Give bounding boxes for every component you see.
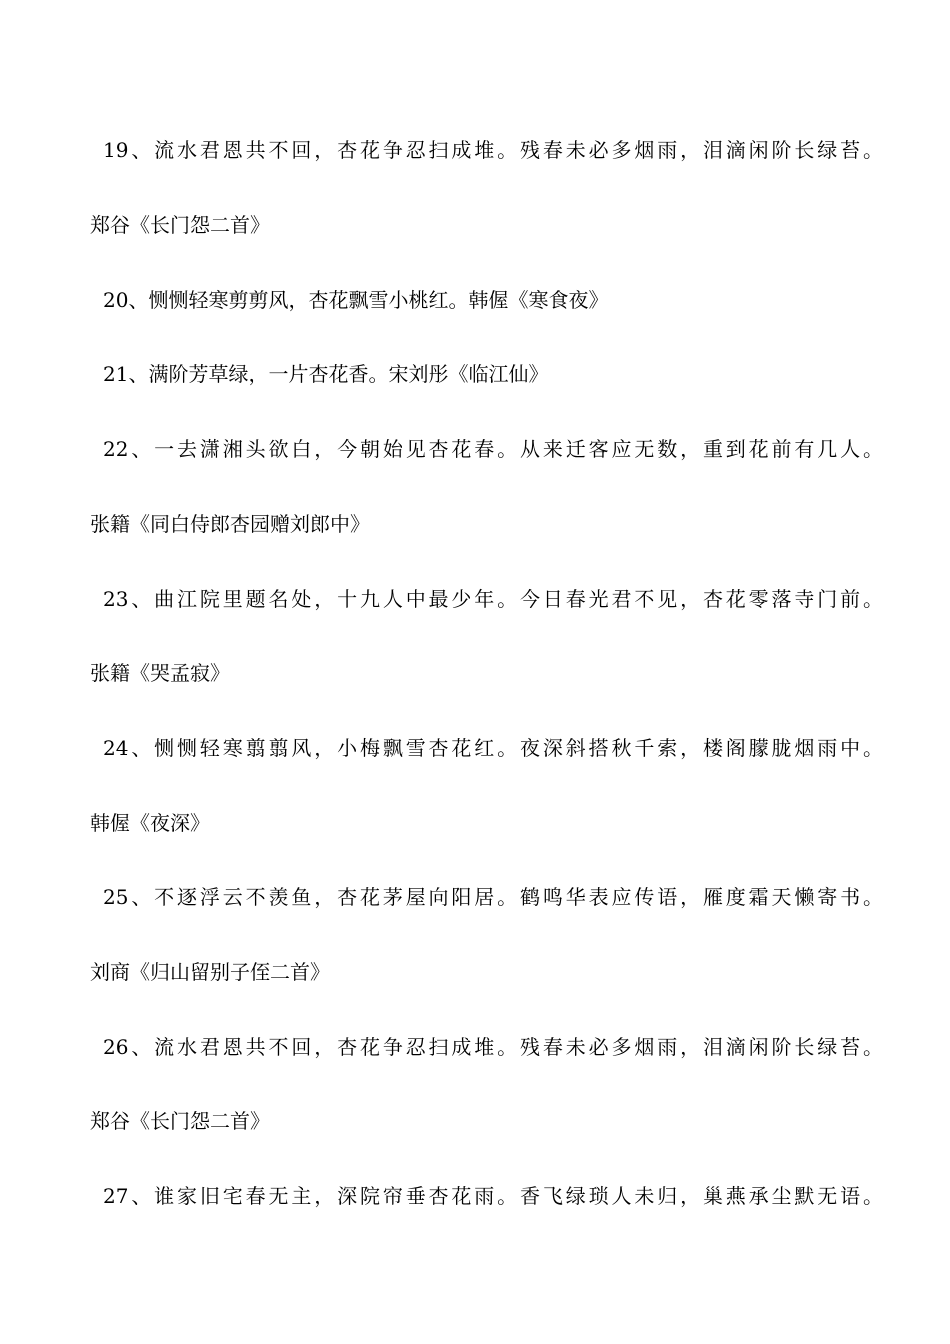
poem-line-23: 23、曲江院里题名处，十九人中最少年。今日春光君不见，杏花零落寺门前。 bbox=[103, 587, 883, 611]
poem-source-19: 郑谷《长门怨二首》 bbox=[90, 213, 270, 237]
poem-line-20: 20、恻恻轻寒剪剪风，杏花飘雪小桃红。韩偓《寒食夜》 bbox=[103, 288, 609, 312]
poem-source-22: 张籍《同白侍郎杏园赠刘郎中》 bbox=[90, 512, 370, 536]
poem-line-26: 26、流水君恩共不回，杏花争忍扫成堆。残春未必多烟雨，泪滴闲阶长绿苔。 bbox=[103, 1035, 883, 1059]
poem-source-26: 郑谷《长门怨二首》 bbox=[90, 1109, 270, 1133]
poem-line-21: 21、满阶芳草绿，一片杏花香。宋刘彤《临江仙》 bbox=[103, 362, 549, 386]
poem-line-19: 19、流水君恩共不回，杏花争忍扫成堆。残春未必多烟雨，泪滴闲阶长绿苔。 bbox=[103, 138, 883, 162]
poem-source-25: 刘商《归山留别子侄二首》 bbox=[90, 960, 330, 984]
poem-line-27: 27、谁家旧宅春无主，深院帘垂杏花雨。香飞绿琐人未归，巢燕承尘默无语。 bbox=[103, 1184, 883, 1208]
poem-source-23: 张籍《哭孟寂》 bbox=[90, 661, 230, 685]
poem-source-24: 韩偓《夜深》 bbox=[90, 811, 210, 835]
poem-line-25: 25、不逐浮云不羡鱼，杏花茅屋向阳居。鹤鸣华表应传语，雁度霜天懒寄书。 bbox=[103, 885, 883, 909]
poem-line-22: 22、一去潇湘头欲白，今朝始见杏花春。从来迁客应无数，重到花前有几人。 bbox=[103, 437, 883, 461]
poem-line-24: 24、恻恻轻寒翦翦风，小梅飘雪杏花红。夜深斜搭秋千索，楼阁朦胧烟雨中。 bbox=[103, 736, 883, 760]
